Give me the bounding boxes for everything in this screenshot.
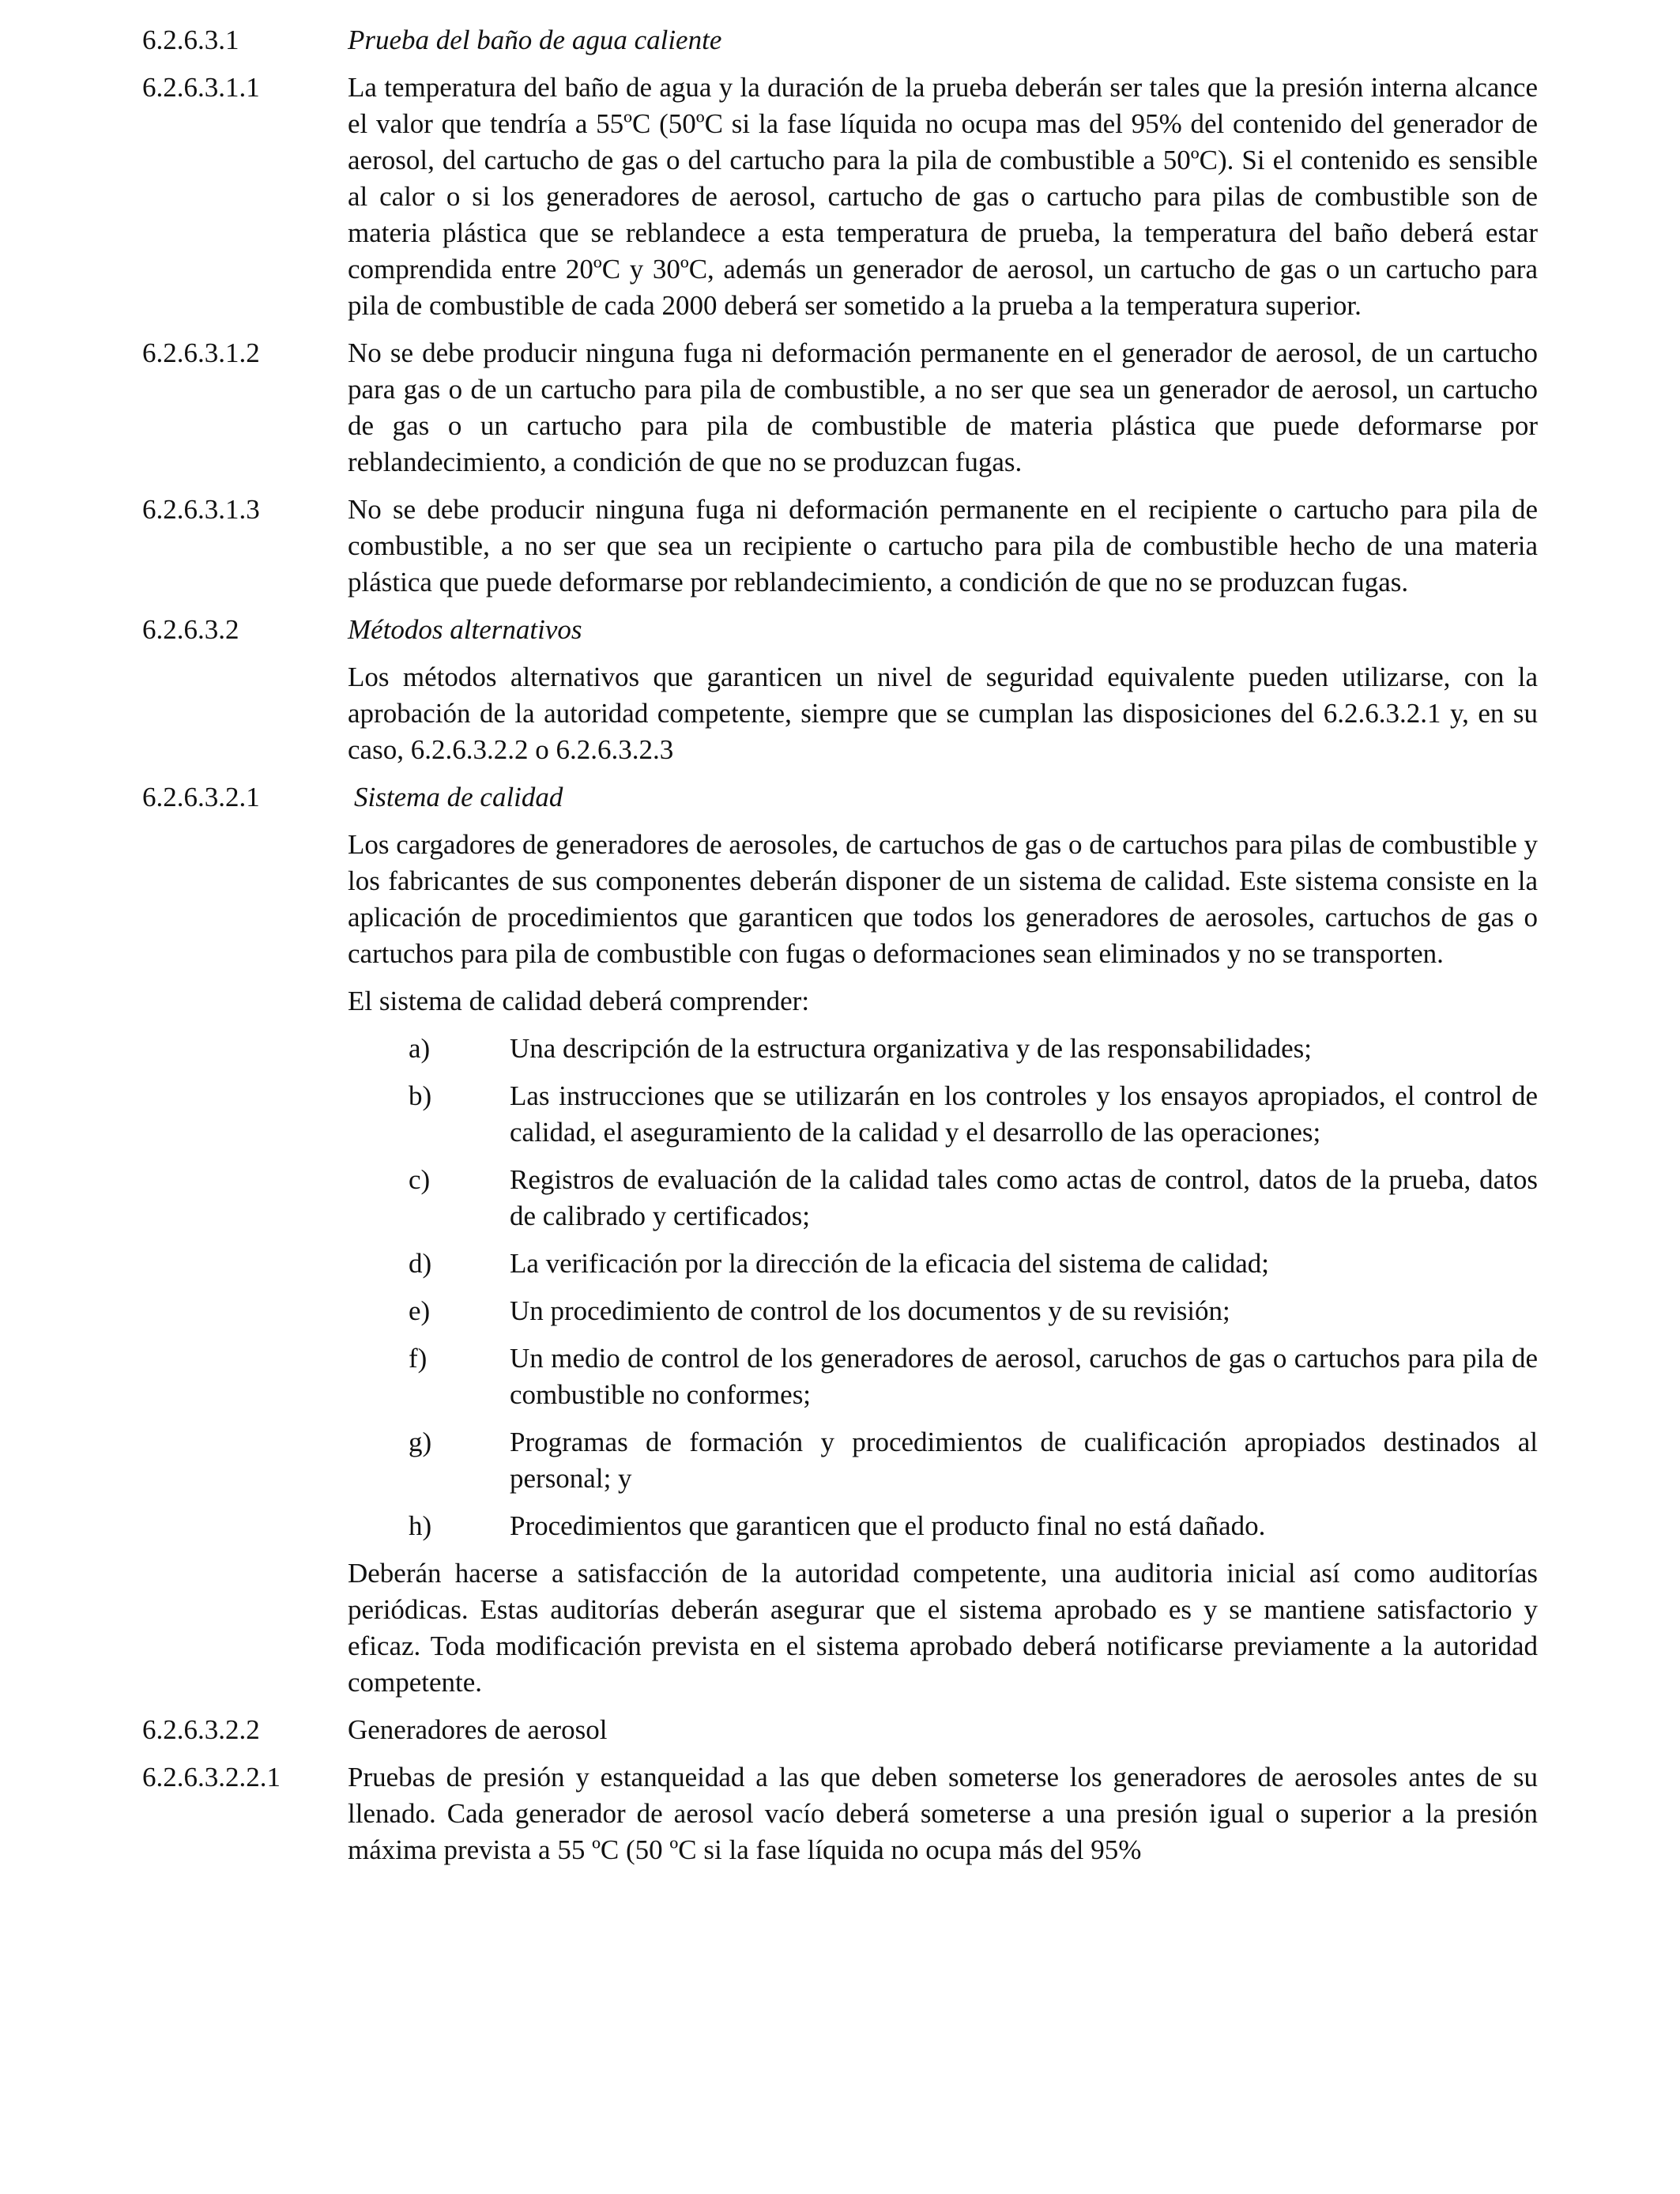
list-item-letter: c) bbox=[409, 1164, 431, 1195]
section-number: 6.2.6.3.2.2.1 bbox=[142, 1762, 281, 1793]
section-number: 6.2.6.3.1.1 bbox=[142, 72, 260, 103]
list-item-text: La verificación por la dirección de la eficacia del sistema de calidad; bbox=[510, 1248, 1270, 1279]
section-paragraph: Los cargadores de generadores de aerosoles, de cartuchos de gas o de cartuchos para pilas de combustible y los fabricantes de sus componentes deberán disponer de un sistema de calidad. Este sistema consiste en la aplicación de procedimientos que garanticen que todos los generadores de aerosoles, cartuchos de gas o cartuchos para pila de combustible con fugas o deformaciones sean eliminados y no se transporten. bbox=[348, 829, 1538, 969]
section-number: 6.2.6.3.2.1 bbox=[142, 782, 260, 812]
section-6-2-6-3-2-2 bbox=[142, 1712, 1538, 1748]
section-paragraph: No se debe producir ninguna fuga ni deformación permanente en el generador de aerosol, de un cartucho para gas o de un cartucho para pila de combustible, a no ser que sea un generador de aerosol, un cartucho de gas o un cartucho para pila de combustible de materia plástica que puede deformarse por reblandecimiento, a condición de que no se produzcan fugas. bbox=[348, 337, 1538, 477]
list-item bbox=[348, 1293, 1538, 1329]
section-6-2-6-3-2-1 bbox=[142, 779, 1538, 1701]
list-item-letter: b) bbox=[409, 1080, 432, 1111]
list-item-text: Programas de formación y procedimientos de cualificación apropiados destinados al personal; y bbox=[510, 1427, 1538, 1494]
section-6-2-6-3-2 bbox=[142, 612, 1538, 768]
list-item bbox=[348, 1508, 1538, 1544]
list-item-letter: e) bbox=[409, 1295, 431, 1326]
list-item-text: Una descripción de la estructura organizativa y de las responsabilidades; bbox=[510, 1033, 1312, 1064]
list-item bbox=[348, 1078, 1538, 1151]
list-item-letter: g) bbox=[409, 1427, 432, 1457]
list-item-letter: f) bbox=[409, 1343, 428, 1374]
section-number: 6.2.6.3.2 bbox=[142, 614, 239, 645]
list-item-letter: d) bbox=[409, 1248, 432, 1279]
list-item bbox=[348, 1424, 1538, 1497]
list-item-letter: a) bbox=[409, 1033, 431, 1064]
section-number: 6.2.6.3.1.2 bbox=[142, 337, 260, 368]
section-6-2-6-3-1-3 bbox=[142, 492, 1538, 601]
list-item-letter: h) bbox=[409, 1510, 432, 1541]
section-title: Generadores de aerosol bbox=[348, 1714, 608, 1745]
list-item bbox=[348, 1246, 1538, 1282]
quality-system-list bbox=[348, 1031, 1538, 1544]
section-paragraph: Pruebas de presión y estanqueidad a las que deben someterse los generadores de aerosoles antes de su llenado. Cada generador de aerosol vacío deberá someterse a una presión igual o superior a la presión máxima prevista a 55 ºC (50 ºC si la fase líquida no ocupa más del 95% bbox=[348, 1762, 1538, 1865]
list-item bbox=[348, 1031, 1538, 1067]
list-item bbox=[348, 1340, 1538, 1413]
section-number: 6.2.6.3.2.2 bbox=[142, 1714, 260, 1745]
list-item-text: Un procedimiento de control de los documentos y de su revisión; bbox=[510, 1295, 1230, 1326]
section-number: 6.2.6.3.1 bbox=[142, 25, 239, 55]
section-number: 6.2.6.3.1.3 bbox=[142, 494, 260, 525]
section-6-2-6-3-1-2 bbox=[142, 335, 1538, 481]
section-title: Métodos alternativos bbox=[348, 614, 582, 645]
section-paragraph: Deberán hacerse a satisfacción de la autoridad competente, una auditoria inicial así como auditorías periódicas. Estas auditorías deberán asegurar que el sistema aprobado es y se mantiene satisfactorio y eficaz. Toda modificación prevista en el sistema aprobado deberá notificarse previamente a la autoridad competente. bbox=[348, 1558, 1538, 1698]
list-item-text: Las instrucciones que se utilizarán en los controles y los ensayos apropiados, el control de calidad, el aseguramiento de la calidad y el desarrollo de las operaciones; bbox=[510, 1080, 1538, 1148]
section-title: Sistema de calidad bbox=[354, 782, 563, 812]
section-6-2-6-3-1-1 bbox=[142, 70, 1538, 324]
list-item-text: Registros de evaluación de la calidad tales como actas de control, datos de la prueba, datos de calibrado y certificados; bbox=[510, 1164, 1538, 1231]
list-item-text: Un medio de control de los generadores de aerosol, caruchos de gas o cartuchos para pila de combustible no conformes; bbox=[510, 1343, 1538, 1410]
section-6-2-6-3-1 bbox=[142, 22, 1538, 58]
section-paragraph: La temperatura del baño de agua y la duración de la prueba deberán ser tales que la presión interna alcance el valor que tendría a 55ºC (50ºC si la fase líquida no ocupa mas del 95% del contenido del generador de aerosol, del cartucho de gas o del cartucho para la pila de combustible a 50ºC). Si el contenido es sensible al calor o si los generadores de aerosol, cartucho de gas o cartucho para pilas de combustible son de materia plástica que se reblandece a esta temperatura de prueba, la temperatura del baño deberá estar comprendida entre 20ºC y 30ºC, además un generador de aerosol, un cartucho de gas o un cartucho para pila de combustible de cada 2000 deberá ser sometido a la prueba a la temperatura superior. bbox=[348, 72, 1538, 321]
section-title: Prueba del baño de agua caliente bbox=[348, 25, 722, 55]
list-item bbox=[348, 1162, 1538, 1235]
list-item-text: Procedimientos que garanticen que el producto final no está dañado. bbox=[510, 1510, 1266, 1541]
section-paragraph: No se debe producir ninguna fuga ni deformación permanente en el recipiente o cartucho para pila de combustible, a no ser que sea un recipiente o cartucho para pila de combustible hecho de una materia plástica que puede deformarse por reblandecimiento, a condición de que no se produzcan fugas. bbox=[348, 494, 1538, 598]
section-paragraph: El sistema de calidad deberá comprender: bbox=[348, 986, 810, 1016]
section-6-2-6-3-2-2-1 bbox=[142, 1759, 1538, 1868]
section-paragraph: Los métodos alternativos que garanticen un nivel de seguridad equivalente pueden utilizarse, con la aprobación de la autoridad competente, siempre que se cumplan las disposiciones del 6.2.6.3.2.1 y, en su caso, 6.2.6.3.2.2 o 6.2.6.3.2.3 bbox=[348, 662, 1538, 765]
